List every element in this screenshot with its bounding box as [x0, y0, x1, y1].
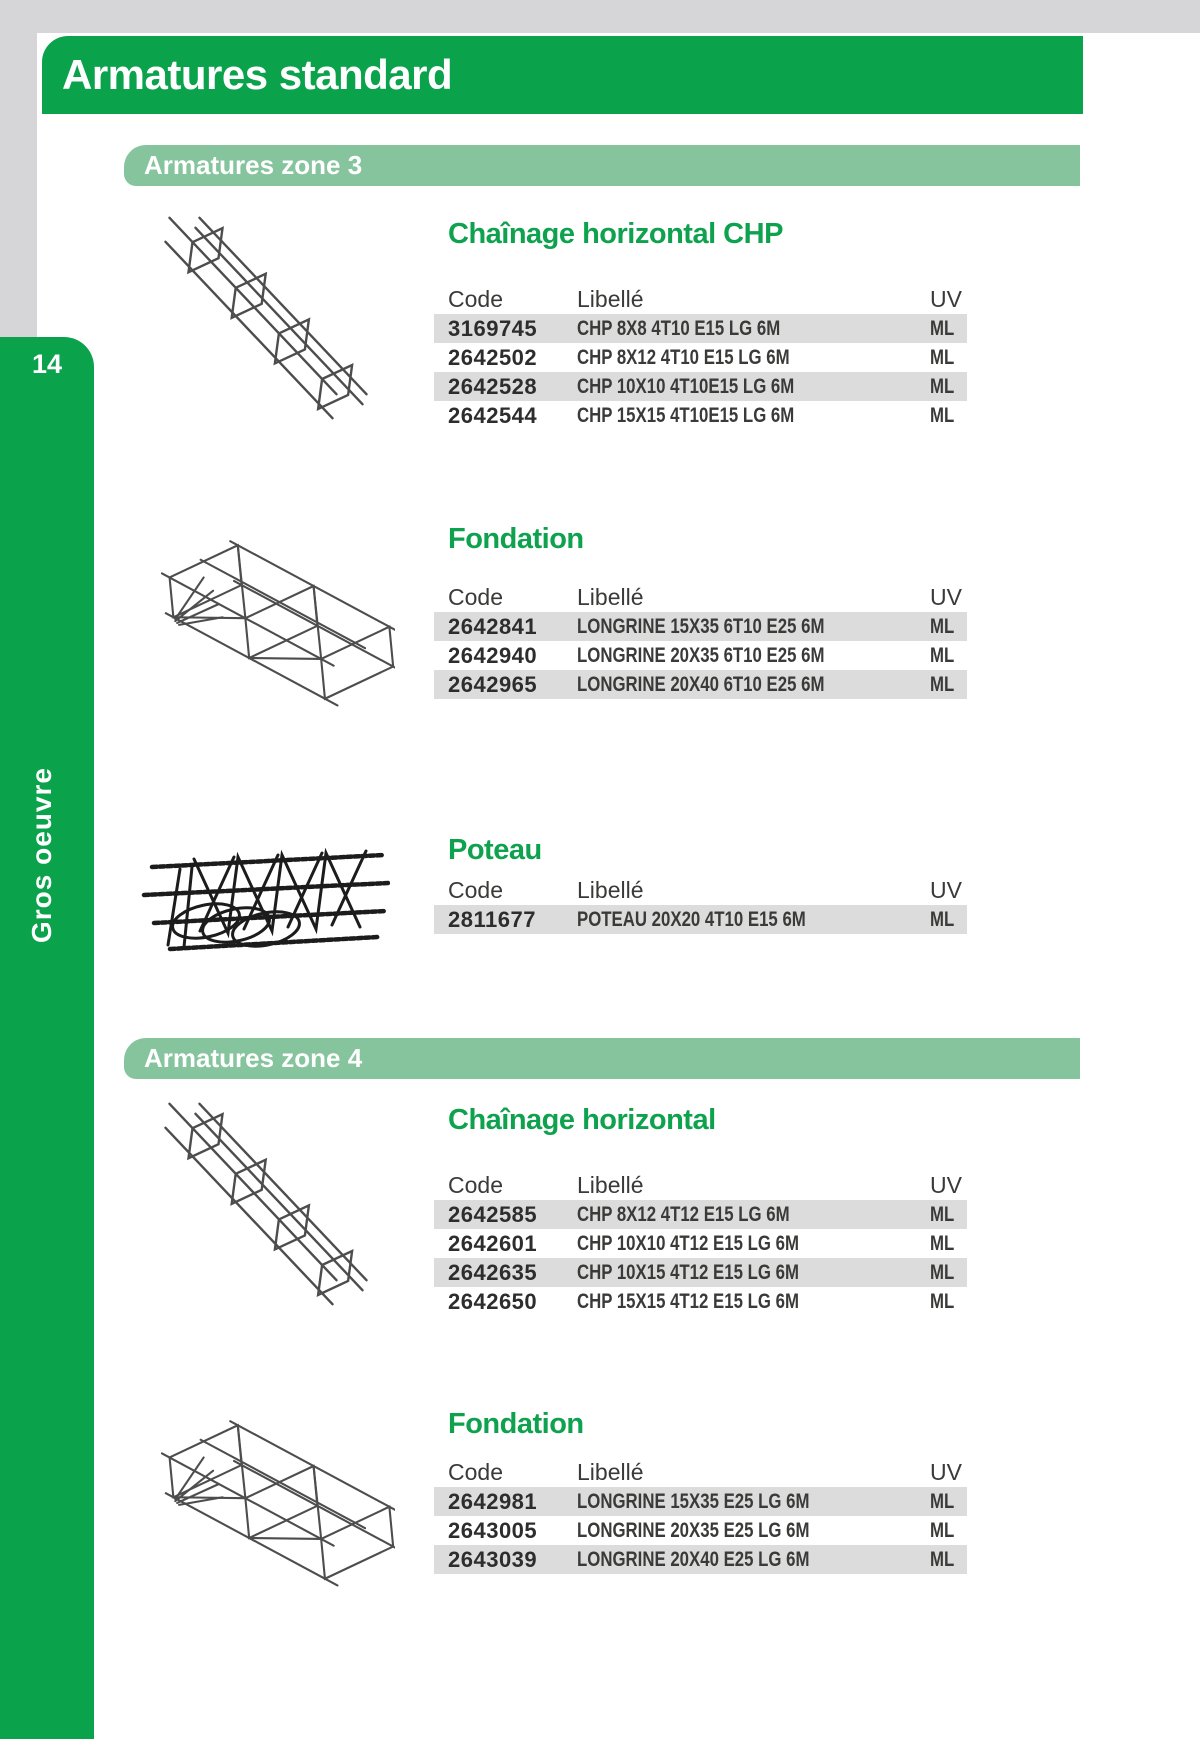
top-gray-strip [0, 0, 1200, 33]
uv-cell: ML [930, 644, 955, 667]
column-header-libelle: Libellé [577, 286, 644, 312]
column-header-libelle: Libellé [577, 584, 644, 610]
column-header-uv: UV [930, 286, 962, 312]
page-number: 14 [31, 349, 63, 379]
code-cell: 3169745 [448, 316, 538, 341]
table-header-row [434, 1453, 967, 1487]
table-row [434, 670, 967, 699]
code-cell: 2811677 [448, 907, 536, 932]
column-header-uv: UV [930, 1172, 962, 1198]
table-row [434, 612, 967, 641]
table-body [434, 1487, 967, 1574]
product-table-poteau [434, 871, 967, 934]
chainage-beam-illustration [148, 1098, 378, 1318]
section-side-tab [0, 337, 94, 1739]
main-header-banner [42, 36, 1083, 114]
table-header-row [434, 578, 967, 612]
libelle-cell: LONGRINE 20X40 E25 LG 6M [577, 1548, 810, 1571]
libelle-cell: LONGRINE 20X35 E25 LG 6M [577, 1519, 810, 1542]
column-header-code: Code [448, 584, 503, 610]
libelle-cell: CHP 10X15 4T12 E15 LG 6M [577, 1261, 799, 1284]
table-row [434, 1258, 967, 1287]
table-row [434, 905, 967, 934]
libelle-cell: LONGRINE 20X40 6T10 E25 6M [577, 673, 825, 696]
longrine-cage-illustration [145, 1412, 395, 1592]
group-title-chainage-z4: Chaînage horizontal [448, 1104, 716, 1136]
table-header-row [434, 1166, 967, 1200]
code-cell: 2643005 [448, 1518, 538, 1543]
table-body [434, 612, 967, 699]
table-body [434, 905, 967, 934]
code-cell: 2642601 [448, 1231, 538, 1256]
group-title-poteau: Poteau [448, 834, 542, 866]
column-header-uv: UV [930, 1459, 962, 1485]
code-cell: 2642965 [448, 672, 538, 697]
code-cell: 2642841 [448, 614, 538, 639]
libelle-cell: POTEAU 20X20 4T10 E15 6M [577, 908, 806, 931]
uv-cell: ML [930, 1490, 955, 1513]
column-header-code: Code [448, 877, 503, 903]
table-row [434, 1487, 967, 1516]
uv-cell: ML [930, 673, 955, 696]
table-row [434, 641, 967, 670]
poteau-cage-illustration [140, 833, 390, 968]
uv-cell: ML [930, 1519, 955, 1542]
column-header-code: Code [448, 286, 503, 312]
code-cell: 2642981 [448, 1489, 538, 1514]
code-cell: 2642585 [448, 1202, 538, 1227]
vertical-section-label: Gros oeuvre [26, 767, 57, 943]
uv-cell: ML [930, 1232, 955, 1255]
page-title: Armatures standard [62, 51, 453, 98]
libelle-cell: LONGRINE 15X35 E25 LG 6M [577, 1490, 810, 1513]
table-row [434, 372, 967, 401]
uv-cell: ML [930, 317, 955, 340]
zone3-banner [124, 145, 1080, 186]
uv-cell: ML [930, 1548, 955, 1571]
table-row [434, 1229, 967, 1258]
table-body [434, 314, 967, 430]
uv-cell: ML [930, 404, 955, 427]
libelle-cell: CHP 8X12 4T10 E15 LG 6M [577, 346, 790, 369]
uv-cell: ML [930, 346, 955, 369]
uv-cell: ML [930, 1203, 955, 1226]
table-header-row [434, 871, 967, 905]
libelle-cell: LONGRINE 20X35 6T10 E25 6M [577, 644, 825, 667]
code-cell: 2642544 [448, 403, 538, 428]
column-header-libelle: Libellé [577, 877, 644, 903]
code-cell: 2642940 [448, 643, 538, 668]
table-row [434, 1287, 967, 1316]
group-title-fondation-z4: Fondation [448, 1408, 584, 1440]
column-header-code: Code [448, 1459, 503, 1485]
table-row [434, 401, 967, 430]
column-header-uv: UV [930, 877, 962, 903]
table-header-row [434, 280, 967, 314]
libelle-cell: CHP 10X10 4T12 E15 LG 6M [577, 1232, 799, 1255]
product-table-chainage-chp [434, 280, 967, 430]
table-body [434, 1200, 967, 1316]
column-header-libelle: Libellé [577, 1172, 644, 1198]
uv-cell: ML [930, 1261, 955, 1284]
left-gray-strip [0, 0, 37, 338]
product-table-fondation-z3 [434, 578, 967, 699]
uv-cell: ML [930, 908, 955, 931]
zone4-banner-label: Armatures zone 4 [144, 1043, 363, 1073]
code-cell: 2643039 [448, 1547, 538, 1572]
libelle-cell: CHP 10X10 4T10E15 LG 6M [577, 375, 795, 398]
product-table-fondation-z4 [434, 1453, 967, 1574]
chainage-beam-illustration [148, 212, 378, 432]
table-row [434, 314, 967, 343]
longrine-cage-illustration [145, 532, 395, 712]
table-row [434, 1200, 967, 1229]
column-header-libelle: Libellé [577, 1459, 644, 1485]
code-cell: 2642635 [448, 1260, 538, 1285]
zone3-banner-label: Armatures zone 3 [144, 150, 363, 180]
column-header-uv: UV [930, 584, 962, 610]
table-row [434, 1516, 967, 1545]
libelle-cell: CHP 15X15 4T12 E15 LG 6M [577, 1290, 799, 1313]
libelle-cell: CHP 15X15 4T10E15 LG 6M [577, 404, 795, 427]
libelle-cell: CHP 8X12 4T12 E15 LG 6M [577, 1203, 790, 1226]
code-cell: 2642650 [448, 1289, 538, 1314]
libelle-cell: LONGRINE 15X35 6T10 E25 6M [577, 615, 825, 638]
code-cell: 2642528 [448, 374, 538, 399]
libelle-cell: CHP 8X8 4T10 E15 LG 6M [577, 317, 781, 340]
table-row [434, 343, 967, 372]
group-title-chainage-chp: Chaînage horizontal CHP [448, 218, 783, 250]
group-title-fondation-z3: Fondation [448, 523, 584, 555]
uv-cell: ML [930, 375, 955, 398]
uv-cell: ML [930, 615, 955, 638]
table-row [434, 1545, 967, 1574]
uv-cell: ML [930, 1290, 955, 1313]
product-table-chainage-z4 [434, 1166, 967, 1316]
column-header-code: Code [448, 1172, 503, 1198]
zone4-banner [124, 1038, 1080, 1079]
code-cell: 2642502 [448, 345, 538, 370]
